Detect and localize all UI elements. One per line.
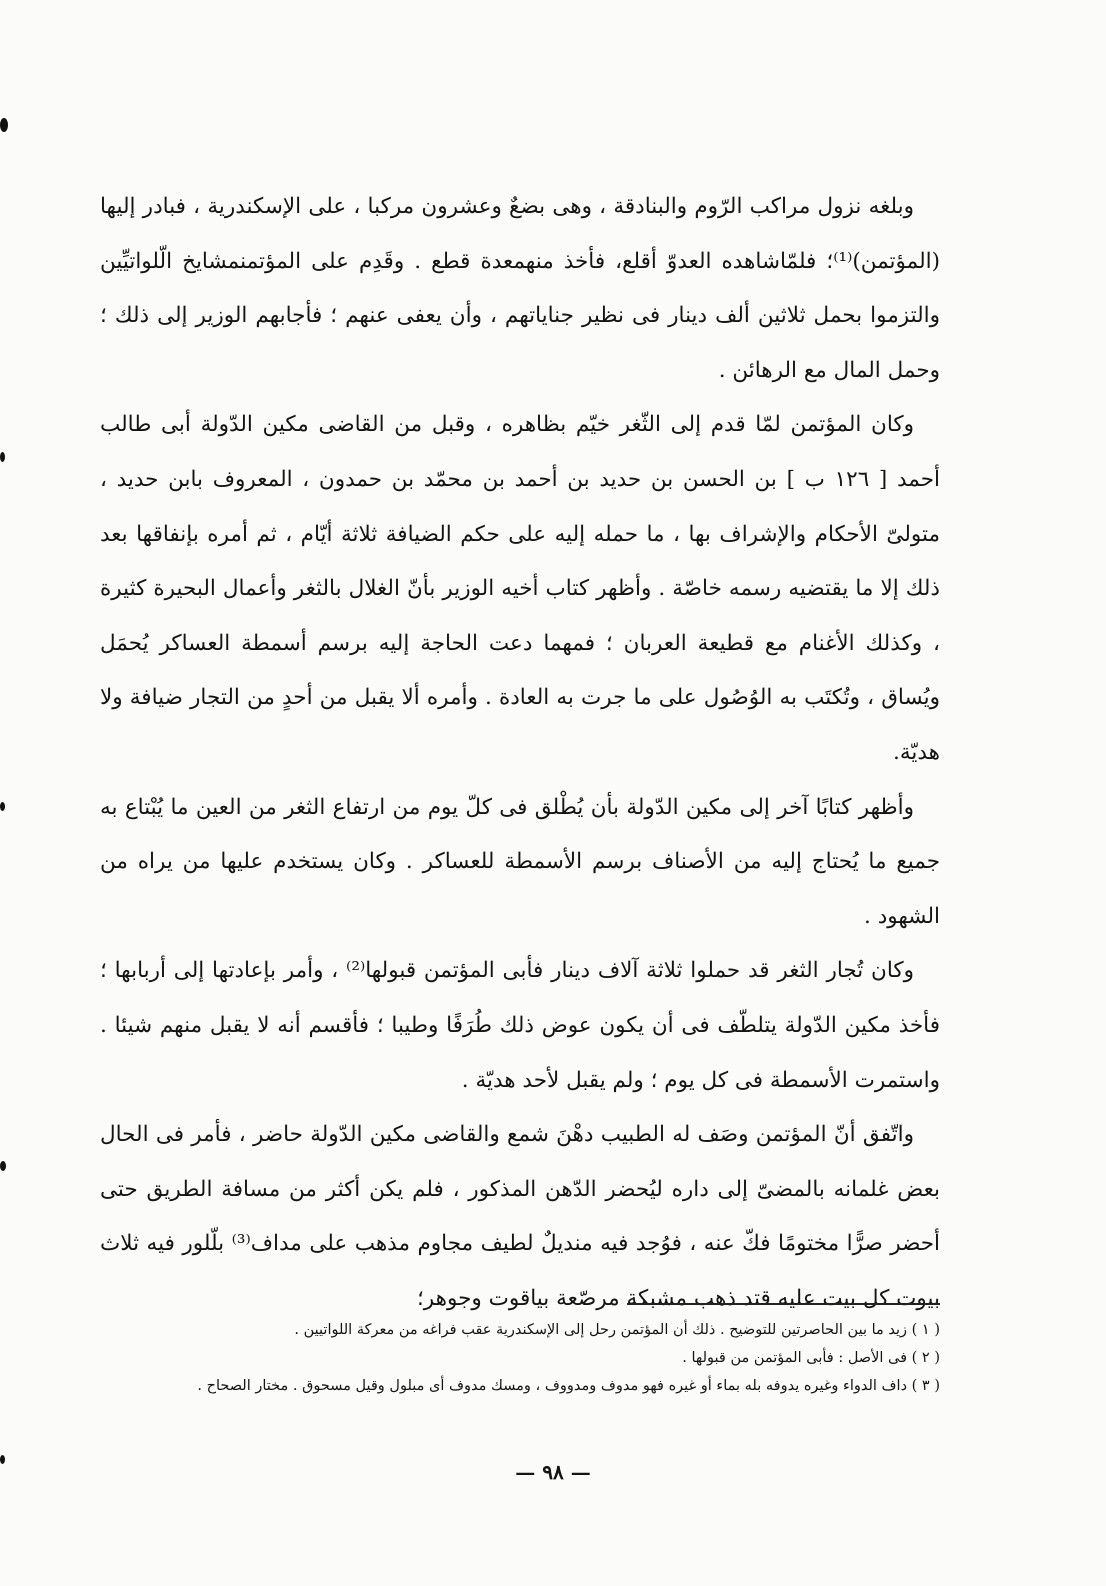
page-number: — ٩٨ —: [515, 1460, 591, 1484]
footnote: ( ٣ ) داف الدواء وغيره يدوفه بله بماء أو غيره فهو مدوف ومدووف ، ومسك مدوف أى مبلول وقيل مسحوق . مختار الصحاح .: [197, 1378, 940, 1394]
footnote: ( ٢ ) فى الأصل : فأبى المؤتمن من قبولها .: [682, 1350, 940, 1366]
main-text: [100, 180, 940, 1326]
scan-edge-mark: [0, 1455, 5, 1464]
scan-edge-mark: [0, 802, 5, 811]
paragraph: وكان تُجار الثغر قد حملوا ثلاثة آلاف دينار فأبى المؤتمن قبولها⁽²⁾ ، وأمر بإعادتها إلى أربابها ؛ فأخذ مكين الدّولة يتلطّف فى أن يكون عوض ذلك طُرَفًا وطيبا ؛ فأقسم أنه لا يقبل منهم شيئا . واستمرت الأسمطة فى كل يوم ؛ ولم يقبل لأحد هديّة .: [100, 958, 940, 1093]
footnotes: [160, 1316, 940, 1400]
paragraph: وأظهر كتابًا آخر إلى مكين الدّولة بأن يُطْلق فى كلّ يوم من ارتفاع الثغر من العين ما يُبْتاع به جميع ما يُحتاج إليه من الأصناف برسم الأسمطة للعساكر . وكان يستخدم عليها من يراه من الشهود .: [100, 794, 940, 929]
paragraph: وكان المؤتمن لمّا قدم إلى الثّغر خيّم بظاهره ، وقبل من القاضى مكين الدّولة أبى طالب أحمد [ ١٢٦ ب ] بن الحسن بن حديد بن أحمد بن محمّد بن حمدون ، المعروف بابن حديد ، متولىّ الأحكام والإشراف بها ، ما حمله إليه على حكم الضيافة ثلاثة أيّام ، ثم أمره بإنفاقها بعد ذلك إلا ما يقتضيه رسمه خاصّة . وأظهر كتاب أخيه الوزير بأنّ الغلال بالثغر وأعمال البحيرة كثيرة ، وكذلك الأغنام مع قطيعة العربان ؛ فمهما دعت الحاجة إليه برسم أسمطة العساكر يُحمَل ويُساق ، وتُكتَب به الوُصُول على ما جرت به العادة . وأمره ألا يقبل من أحدٍ من التجار ضيافة ولا هديّة.: [100, 412, 940, 765]
paragraph: وبلغه نزول مراكب الرّوم والبنادقة ، وهى بضعٌ وعشرون مركبا ، على الإسكندرية ، فبادر إليها (المؤتمن)⁽¹⁾؛ فلمّاشاهده العدوّ أقلع، فأخذ منهمعدة قطع . وقَدِم على المؤتمنمشايخ الّلواتيِّين والتزموا بحمل ثلاثين ألف دينار فى نظير جناياتهم ، وأن يعفى عنهم ؛ فأجابهم الوزير إلى ذلك ؛ وحمل المال مع الرهائن .: [100, 194, 940, 383]
footnote-divider: [627, 1303, 940, 1305]
paragraph: واتّفق أنّ المؤتمن وصَف له الطبيب دهْنَ شمع والقاضى مكين الدّولة حاضر ، فأمر فى الحال بعض غلمانه بالمضىّ إلى داره ليُحضر الدّهن المذكور ، فلم يكن أكثر من مسافة الطريق حتى أحضر صرًّا مختومًا فكّ عنه ، فوُجد فيه منديلٌ لطيف مجاوم مذهب على مداف⁽³⁾ بلّلور فيه ثلاث بيوت كل بيت عليه قتد ذهب مشبكة مرصّعة بياقوت وجوهر؛: [100, 1122, 940, 1311]
scan-edge-mark: [0, 452, 5, 462]
scan-edge-mark: [0, 1161, 6, 1171]
scan-edge-mark: [0, 118, 8, 132]
footnote: ( ١ ) زيد ما بين الحاصرتين للتوضيح . ذلك أن المؤتمن رحل إلى الإسكندرية عقب فراغه من معركة اللواتيين .: [294, 1322, 940, 1338]
